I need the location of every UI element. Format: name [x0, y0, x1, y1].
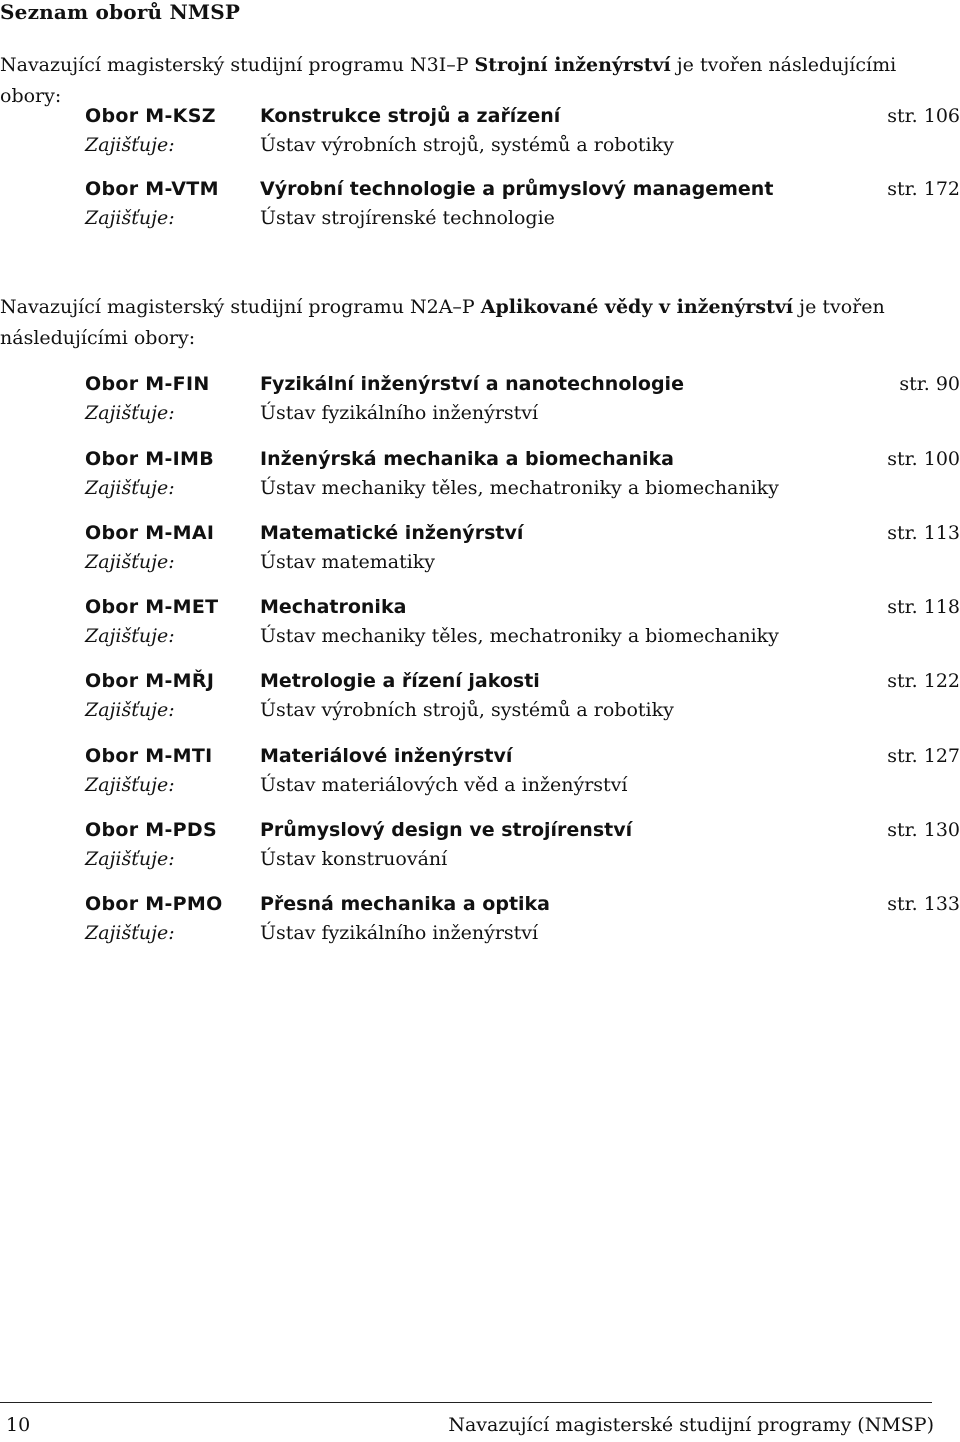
field-name: Přesná mechanika a optika: [260, 893, 551, 915]
field-provider-label: Zajišťuje:: [85, 477, 175, 499]
section-1-intro-pre: Navazující magisterský studijní programu N3I–P: [0, 54, 475, 76]
section-2-program-name: Aplikované vědy v inženýrství: [480, 296, 794, 318]
field-code: Obor M-IMB: [85, 448, 215, 470]
field-entry: [85, 745, 960, 805]
running-footer-title: Navazující magisterské studijní programy (NMSP): [448, 1414, 934, 1436]
field-provider-label: Zajišťuje:: [85, 207, 175, 229]
field-name: Fyzikální inženýrství a nanotechnologie: [260, 373, 684, 395]
field-name: Výrobní technologie a průmyslový management: [260, 178, 774, 200]
field-entry: [85, 522, 960, 582]
field-code: Obor M-PDS: [85, 819, 217, 841]
field-code: Obor M-KSZ: [85, 105, 216, 127]
field-page-ref: str. 122: [887, 670, 960, 692]
field-entry: [85, 893, 960, 953]
field-provider-dept: Ústav fyzikálního inženýrství: [260, 402, 539, 424]
field-provider-dept: Ústav konstruování: [260, 848, 448, 870]
field-provider-label: Zajišťuje:: [85, 922, 175, 944]
field-code: Obor M-MŘJ: [85, 670, 215, 692]
section-2-intro-post: je tvořen následujícími obory:: [0, 296, 885, 349]
field-name: Matematické inženýrství: [260, 522, 524, 544]
field-provider-dept: Ústav mechaniky těles, mechatroniky a biomechaniky: [260, 477, 779, 499]
field-provider-dept: Ústav mechaniky těles, mechatroniky a biomechaniky: [260, 625, 779, 647]
section-2-intro-pre: Navazující magisterský studijní programu N2A–P: [0, 296, 481, 318]
field-page-ref: str. 130: [887, 819, 960, 841]
field-page-ref: str. 90: [899, 373, 960, 395]
field-page-ref: str. 127: [887, 745, 960, 767]
field-entry: [85, 373, 960, 433]
field-entry: [85, 448, 960, 508]
page-title: Seznam oborů NMSP: [0, 0, 241, 24]
field-provider-label: Zajišťuje:: [85, 625, 175, 647]
field-provider-dept: Ústav strojírenské technologie: [260, 207, 555, 229]
field-entry: [85, 670, 960, 730]
field-provider-label: Zajišťuje:: [85, 402, 175, 424]
section-1-intro-post: je tvořen následujícími obory:: [0, 54, 897, 107]
page-number: 10: [6, 1414, 31, 1436]
section-2-intro: [0, 292, 930, 354]
footer-divider: [0, 1402, 932, 1403]
field-page-ref: str. 113: [887, 522, 960, 544]
section-1-program-name: Strojní inženýrství: [474, 54, 671, 76]
field-code: Obor M-FIN: [85, 373, 210, 395]
field-page-ref: str. 106: [887, 105, 960, 127]
field-provider-label: Zajišťuje:: [85, 848, 175, 870]
section-1-intro: [0, 50, 930, 112]
field-provider-dept: Ústav fyzikálního inženýrství: [260, 922, 539, 944]
field-name: Průmyslový design ve strojírenství: [260, 819, 633, 841]
field-name: Materiálové inženýrství: [260, 745, 513, 767]
field-code: Obor M-PMO: [85, 893, 223, 915]
field-provider-label: Zajišťuje:: [85, 134, 175, 156]
field-provider-label: Zajišťuje:: [85, 551, 175, 573]
field-code: Obor M-MET: [85, 596, 219, 618]
field-name: Konstrukce strojů a zařízení: [260, 105, 561, 127]
field-provider-dept: Ústav výrobních strojů, systémů a robotiky: [260, 134, 674, 156]
field-entry: [85, 596, 960, 656]
field-name: Metrologie a řízení jakosti: [260, 670, 540, 692]
field-provider-label: Zajišťuje:: [85, 774, 175, 796]
field-entry: [85, 105, 960, 165]
field-entry: [85, 178, 960, 238]
field-name: Mechatronika: [260, 596, 407, 618]
field-provider-dept: Ústav matematiky: [260, 551, 436, 573]
field-provider-dept: Ústav výrobních strojů, systémů a robotiky: [260, 699, 674, 721]
field-page-ref: str. 172: [887, 178, 960, 200]
field-code: Obor M-MAI: [85, 522, 215, 544]
field-provider-label: Zajišťuje:: [85, 699, 175, 721]
field-page-ref: str. 118: [887, 596, 960, 618]
field-entry: [85, 819, 960, 879]
field-name: Inženýrská mechanika a biomechanika: [260, 448, 675, 470]
field-code: Obor M-VTM: [85, 178, 219, 200]
field-page-ref: str. 100: [887, 448, 960, 470]
field-code: Obor M-MTI: [85, 745, 213, 767]
field-page-ref: str. 133: [887, 893, 960, 915]
field-provider-dept: Ústav materiálových věd a inženýrství: [260, 774, 628, 796]
